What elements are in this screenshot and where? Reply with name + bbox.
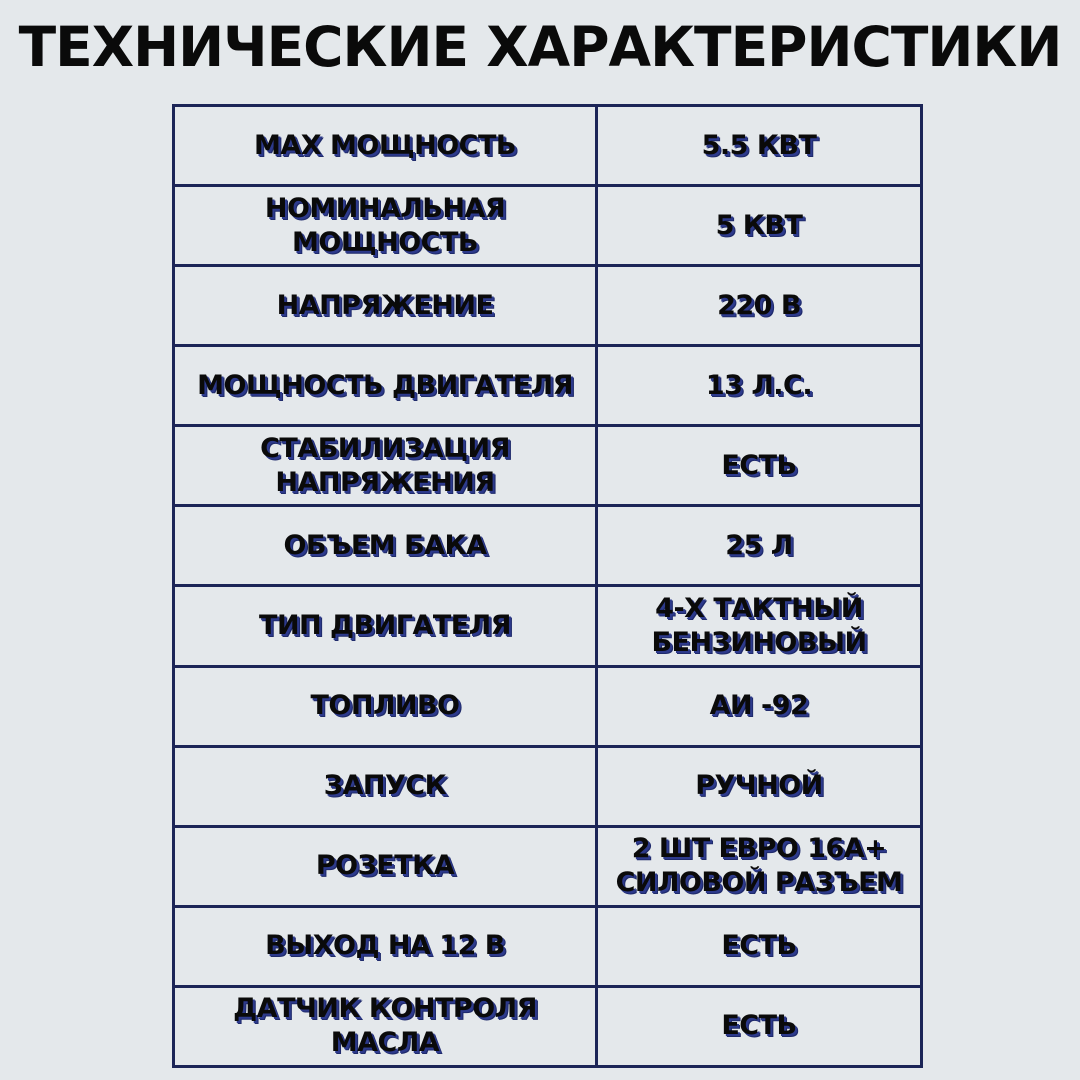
spec-name-start: ЗАПУСК	[174, 746, 597, 826]
spec-value-start: РУЧНОЙ	[597, 746, 922, 826]
table-row	[174, 666, 922, 746]
table-row	[174, 346, 922, 426]
table-row	[174, 266, 922, 346]
spec-name-engine-type: ТИП ДВИГАТЕЛЯ	[174, 586, 597, 666]
table-row	[174, 906, 922, 986]
spec-name-voltage-stabilization: СТАБИЛИЗАЦИЯ НАПРЯЖЕНИЯ	[174, 426, 597, 506]
spec-name-max-power: MAX МОЩНОСТЬ	[174, 106, 597, 186]
spec-value-voltage-stabilization: ЕСТЬ	[597, 426, 922, 506]
spec-name-fuel: ТОПЛИВО	[174, 666, 597, 746]
spec-name-socket: РОЗЕТКА	[174, 826, 597, 906]
spec-name-rated-power: НОМИНАЛЬНАЯ МОЩНОСТЬ	[174, 186, 597, 266]
table-row	[174, 586, 922, 666]
spec-value-socket: 2 ШТ ЕВРО 16А+ СИЛОВОЙ РАЗЪЕМ	[597, 826, 922, 906]
spec-value-rated-power: 5 КВТ	[597, 186, 922, 266]
spec-value-engine-type: 4-Х ТАКТНЫЙ БЕНЗИНОВЫЙ	[597, 586, 922, 666]
table-row	[174, 186, 922, 266]
table-row	[174, 986, 922, 1066]
table-row	[174, 506, 922, 586]
table-row	[174, 426, 922, 506]
spec-value-fuel: АИ -92	[597, 666, 922, 746]
spec-value-voltage: 220 В	[597, 266, 922, 346]
spec-name-engine-power: МОЩНОСТЬ ДВИГАТЕЛЯ	[174, 346, 597, 426]
spec-value-engine-power: 13 Л.С.	[597, 346, 922, 426]
spec-value-12v-output: ЕСТЬ	[597, 906, 922, 986]
page-title: ТЕХНИЧЕСКИЕ ХАРАКТЕРИСТИКИ	[18, 15, 1062, 79]
specs-table	[172, 104, 923, 1068]
spec-value-oil-sensor: ЕСТЬ	[597, 986, 922, 1066]
table-row	[174, 746, 922, 826]
spec-name-12v-output: ВЫХОД НА 12 В	[174, 906, 597, 986]
spec-value-tank-volume: 25 Л	[597, 506, 922, 586]
table-row	[174, 106, 922, 186]
spec-name-oil-sensor: ДАТЧИК КОНТРОЛЯ МАСЛА	[174, 986, 597, 1066]
spec-name-voltage: НАПРЯЖЕНИЕ	[174, 266, 597, 346]
table-row	[174, 826, 922, 906]
spec-name-tank-volume: ОБЪЕМ БАКА	[174, 506, 597, 586]
spec-value-max-power: 5.5 КВТ	[597, 106, 922, 186]
